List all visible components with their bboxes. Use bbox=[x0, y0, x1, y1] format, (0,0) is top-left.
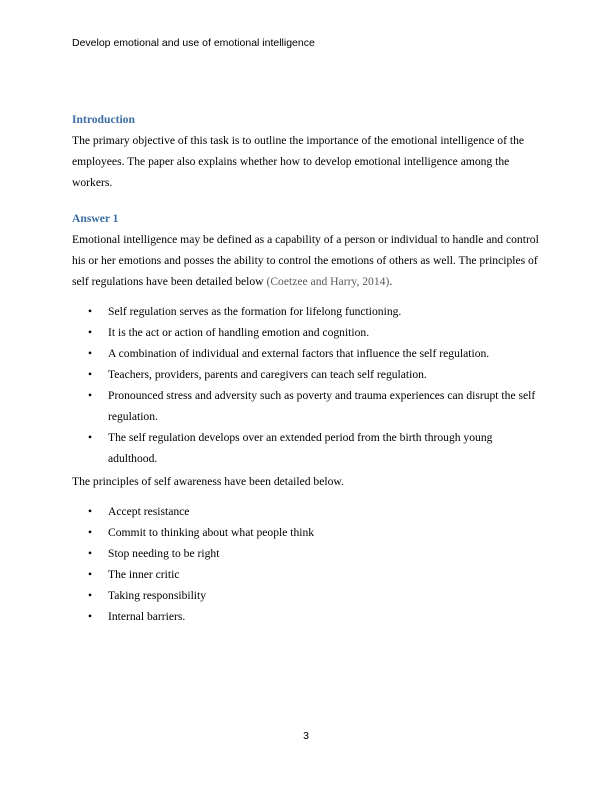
self-regulation-list bbox=[72, 301, 542, 469]
introduction-heading: Introduction bbox=[72, 113, 135, 126]
document-body bbox=[72, 111, 542, 627]
bullet-icon: • bbox=[88, 326, 93, 339]
self-awareness-intro: The principles of self awareness have been detailed below. bbox=[72, 475, 344, 488]
page-header: Develop emotional and use of emotional intelligence bbox=[72, 37, 315, 49]
page-number: 3 bbox=[303, 730, 309, 742]
list-item bbox=[72, 522, 542, 543]
list-item-text: Teachers, providers, parents and caregivers can teach self regulation. bbox=[108, 368, 427, 381]
list-item bbox=[72, 543, 542, 564]
list-item bbox=[72, 427, 542, 469]
self-awareness-list bbox=[72, 501, 542, 627]
introduction-paragraph: The primary objective of this task is to outline the importance of the emotional intelligence of the employees. The paper also explains whether how to develop emotional intelligence among the workers. bbox=[72, 134, 525, 189]
list-item bbox=[72, 301, 542, 322]
list-item-text: Taking responsibility bbox=[108, 589, 207, 602]
answer-1-text: Emotional intelligence may be defined as a capability of a person or individual to handle and control his or her emotions and posses the ability to control the emotions of others as well. The principles of self regulations have been detailed below bbox=[72, 233, 539, 288]
bullet-icon: • bbox=[88, 610, 93, 623]
answer-1-heading: Answer 1 bbox=[72, 212, 119, 225]
list-item-text: Internal barriers. bbox=[108, 610, 186, 623]
bullet-icon: • bbox=[88, 589, 93, 602]
bullet-icon: • bbox=[88, 547, 93, 560]
list-item bbox=[72, 385, 542, 427]
citation: (Coetzee and Harry, 2014) bbox=[266, 275, 390, 288]
list-item-text: Self regulation serves as the formation for lifelong functioning. bbox=[108, 305, 402, 318]
list-item-text: It is the act or action of handling emotion and cognition. bbox=[108, 326, 370, 339]
answer-1-paragraph bbox=[72, 229, 542, 292]
list-item bbox=[72, 606, 542, 627]
list-item-text: Accept resistance bbox=[108, 505, 190, 518]
list-item bbox=[72, 585, 542, 606]
list-item-text: A combination of individual and external factors that influence the self regulation. bbox=[108, 347, 490, 360]
list-item-text: Pronounced stress and adversity such as poverty and trauma experiences can disrupt the self regulation. bbox=[108, 389, 536, 423]
list-item bbox=[72, 322, 542, 343]
bullet-icon: • bbox=[88, 526, 93, 539]
bullet-icon: • bbox=[88, 305, 93, 318]
list-item-text: Stop needing to be right bbox=[108, 547, 220, 560]
list-item bbox=[72, 343, 542, 364]
list-item bbox=[72, 564, 542, 585]
bullet-icon: • bbox=[88, 389, 93, 402]
list-item bbox=[72, 364, 542, 385]
list-item-text: The self regulation develops over an extended period from the birth through young adulthood. bbox=[108, 431, 493, 465]
bullet-icon: • bbox=[88, 431, 93, 444]
list-item-text: The inner critic bbox=[108, 568, 180, 581]
list-item-text: Commit to thinking about what people think bbox=[108, 526, 315, 539]
bullet-icon: • bbox=[88, 505, 93, 518]
answer-1-text-end: . bbox=[389, 275, 393, 288]
bullet-icon: • bbox=[88, 568, 93, 581]
bullet-icon: • bbox=[88, 368, 93, 381]
list-item bbox=[72, 501, 542, 522]
bullet-icon: • bbox=[88, 347, 93, 360]
